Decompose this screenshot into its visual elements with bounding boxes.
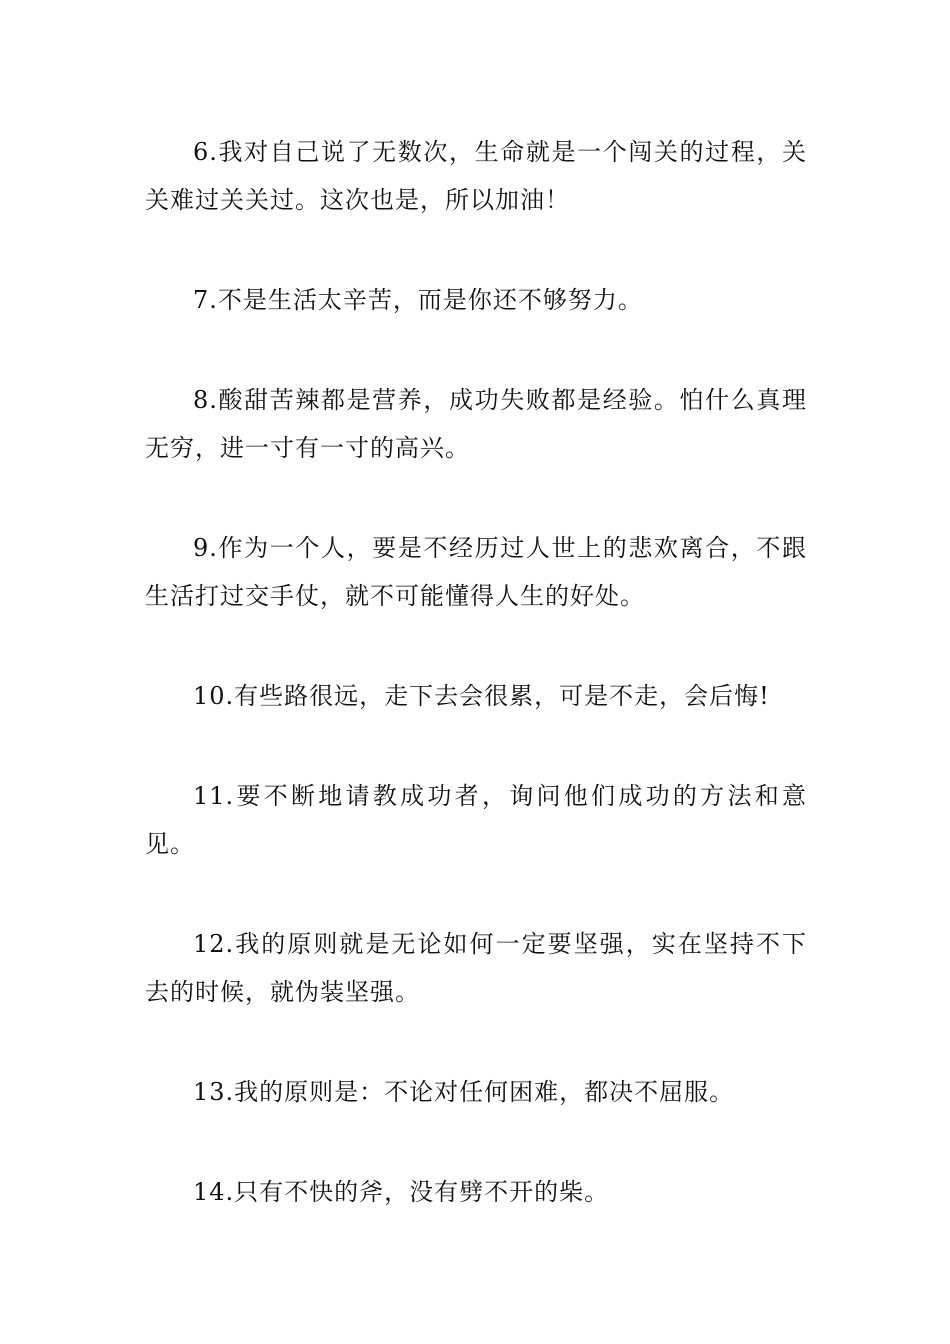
paragraph-9: 9.作为一个人，要是不经历过人世上的悲欢离合，不跟生活打过交手仗，就不可能懂得人生的好处。 (145, 534, 807, 610)
paragraph-14: 14.只有不快的斧，没有劈不开的柴。 (193, 1178, 610, 1206)
paragraph-6: 6.我对自己说了无数次，生命就是一个闯关的过程，关关难过关关过。这次也是，所以加油！ (145, 138, 807, 214)
paragraph-11: 11.要不断地请教成功者，询问他们成功的方法和意见。 (145, 782, 807, 858)
paragraph-7: 7.不是生活太辛苦，而是你还不够努力。 (193, 286, 643, 314)
document-body (145, 128, 807, 1268)
paragraph-12: 12.我的原则就是无论如何一定要坚强，实在坚持不下去的时候，就伪装坚强。 (145, 930, 807, 1006)
paragraph-10: 10.有些路很远，走下去会很累，可是不走，会后悔! (193, 682, 770, 710)
paragraph-13: 13.我的原则是：不论对任何困难，都决不屈服。 (193, 1078, 735, 1106)
paragraph-8: 8.酸甜苦辣都是营养，成功失败都是经验。怕什么真理无穷，进一寸有一寸的高兴。 (145, 386, 807, 462)
